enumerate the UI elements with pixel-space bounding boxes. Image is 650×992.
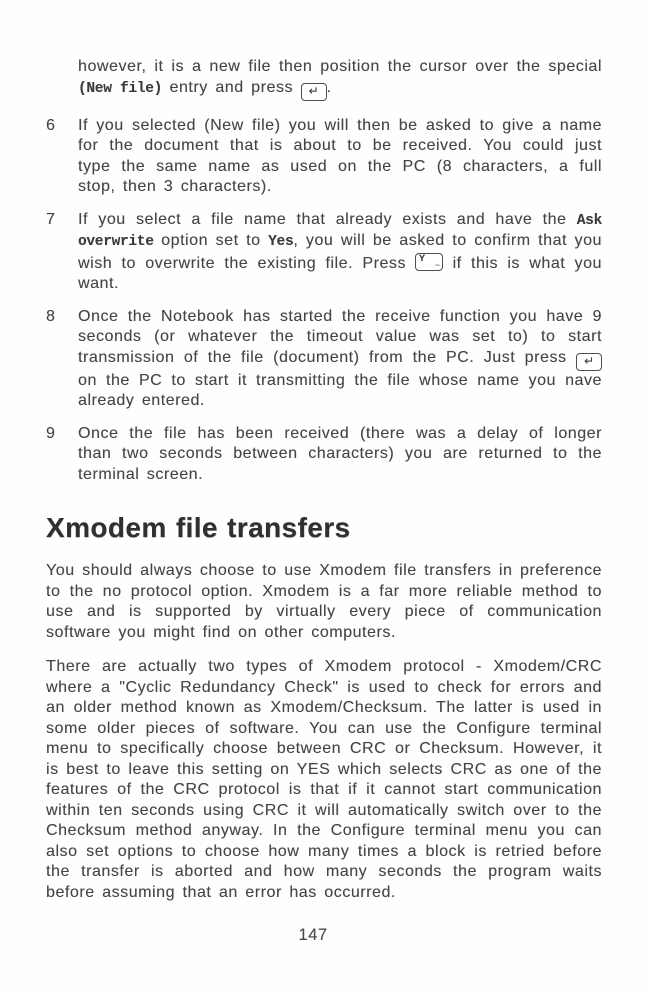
y-key-mark: ~ (435, 260, 440, 270)
paragraph-xmodem-types: There are actually two types of Xmodem protocol - Xmodem/CRC where a "Cyclic Redundancy Check" is used to check for errors and an older method known as Xmodem/Checksum. The latter is used in some older pieces of software. You can use the Configure terminal menu to specifically choose between CRC or Checksum. However, it is best to leave this setting on YES which selects CRC as one of the features of the CRC protocol is that if it cannot start communication within ten seconds using CRC it will automatically switch over to the Checksum method anyway. In the Configure terminal menu you can also set options to choose how many times a block is retried before the transfer is aborted and how many seconds the program waits before assuming that an error has occurred. (46, 658, 602, 901)
list-item-text: If you selected (New file) you will then be asked to give a name for the document that is about to be received. You could just type the same name as used on the PC (8 characters, a full stop, then 3 characters). (78, 116, 602, 195)
list-item-number: 6 (46, 116, 56, 134)
text-run: , you will be asked to confirm that you wish to overwrite the existing file. Press (78, 232, 603, 272)
yes-code: Yes (268, 234, 294, 250)
y-key-letter: Y (418, 252, 426, 264)
list-item-8 (46, 307, 602, 412)
ask-overwrite-code: Ask overwrite (78, 212, 602, 250)
list-item-number: 7 (46, 210, 56, 228)
return-arrow-glyph: ↵ (583, 353, 595, 368)
y-key-icon (415, 253, 443, 271)
text-run: Once the Notebook has started the receive function you have 9 seconds (or whatever the timeout value was set to) to start transmission of the file (document) from the PC. Just press (78, 307, 602, 366)
page-number: 147 (298, 926, 328, 944)
page-content (46, 57, 602, 917)
list-item-9 (46, 424, 602, 486)
enter-key-icon (301, 83, 327, 101)
text-run: on the PC to start it transmitting the file whose name you nave already entered. (78, 371, 602, 409)
paragraph-continuation (46, 57, 602, 101)
paragraph-xmodem-intro: You should always choose to use Xmodem file transfers in preference to the no protocol option. Xmodem is a far more reliable method to use and is supported by virtually every piece of communication software you might find on other computers. (46, 562, 602, 641)
list-item-number: 9 (46, 424, 56, 442)
list-item-text: Once the file has been received (there was a delay of longer than two seconds between characters) you are returned to the terminal screen. (78, 424, 602, 483)
enter-key-icon (576, 353, 602, 371)
return-arrow-glyph: ↵ (308, 83, 319, 98)
new-file-code: (New file) (78, 80, 163, 97)
text-run: however, it is a new file then position the cursor over the special (78, 58, 602, 75)
list-item-7 (46, 210, 602, 295)
list-item-text (78, 210, 602, 295)
text-run: if this is what you want. (78, 254, 602, 292)
list-item-6 (46, 116, 602, 198)
list-item-text (78, 307, 602, 412)
text-run: option set to (153, 232, 269, 249)
text-run: entry and press (162, 78, 301, 96)
text-run: . (326, 78, 332, 96)
text-run: If you select a file name that already exists and have the (78, 210, 577, 228)
section-heading: Xmodem file transfers (46, 512, 351, 543)
list-item-number: 8 (46, 307, 56, 325)
